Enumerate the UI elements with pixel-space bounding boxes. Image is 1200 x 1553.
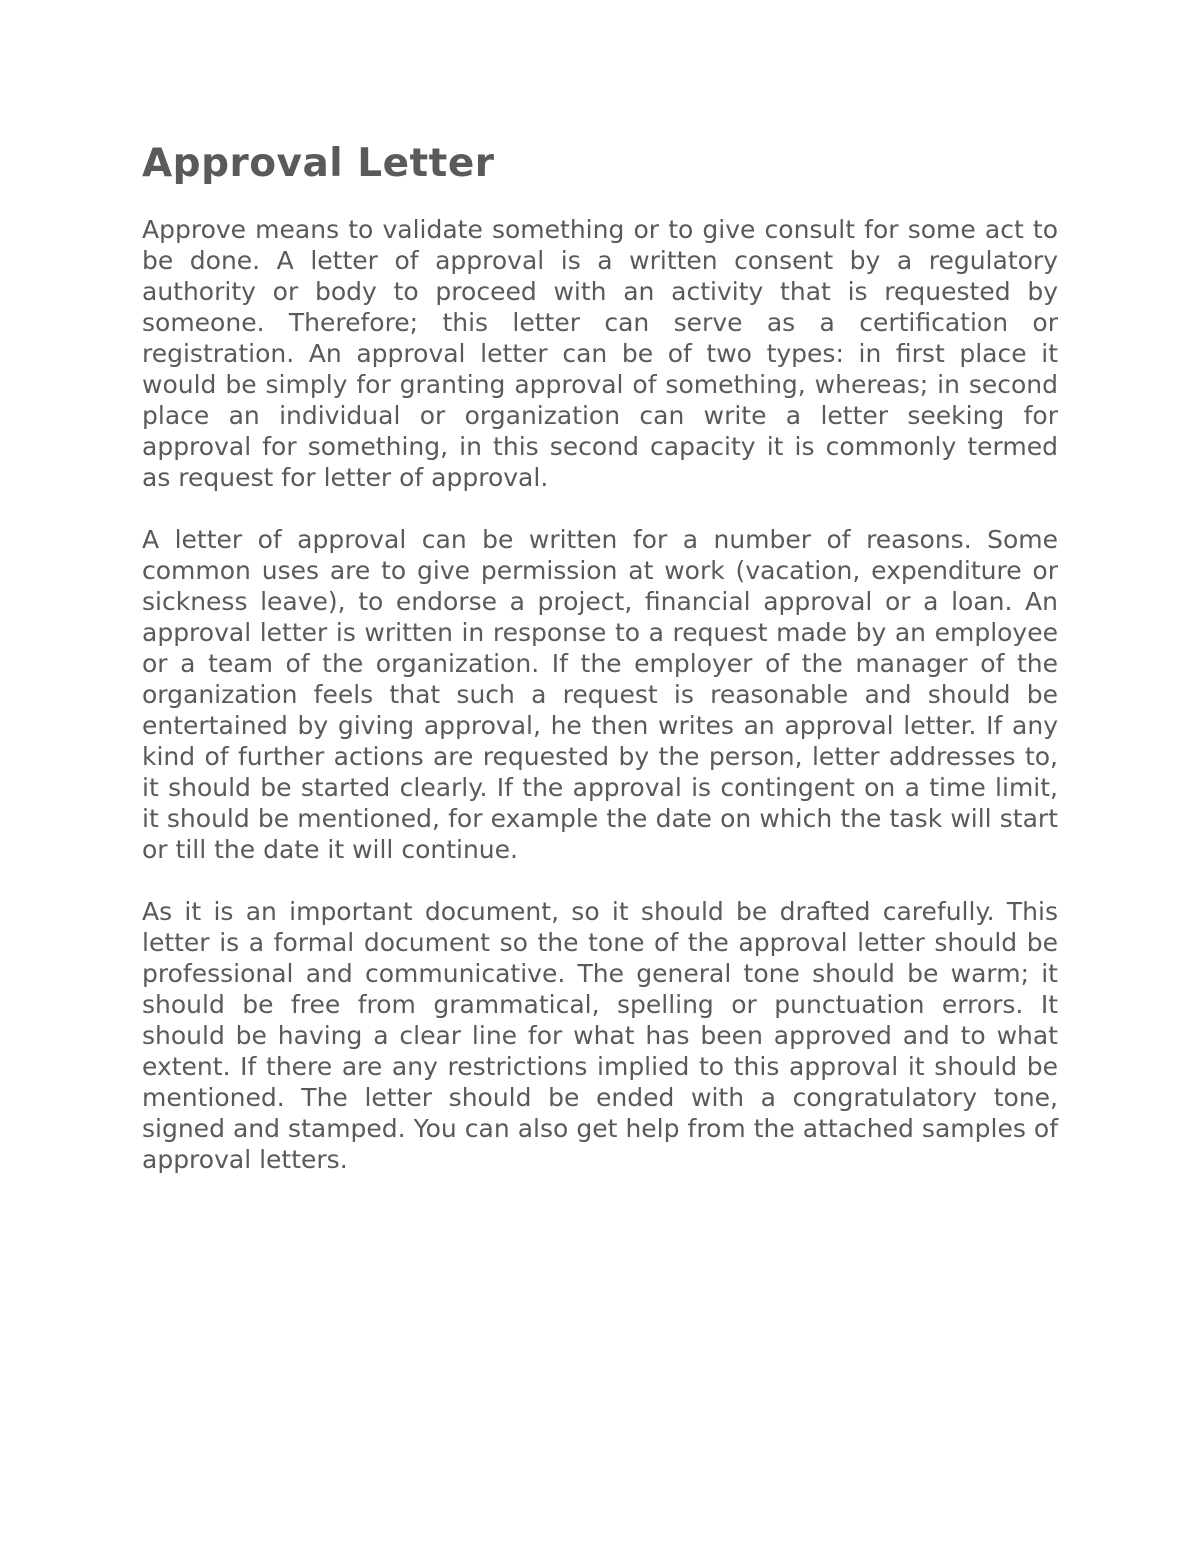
paragraph-definition: Approve means to validate something or to give consult for some act to be done. A letter of approval is a written consent by a regulatory authority or body to proceed with an activity that is requested by someone. Therefore; this letter can serve as a certification or registration. An approval letter can be of two types: in first place it would be simply for granting approval of something, whereas; in second place an individual or organization can write a letter seeking for approval for something, in this second capacity it is commonly termed as request for letter of approval. xyxy=(142,215,1058,492)
paragraph-drafting: As it is an important document, so it should be drafted carefully. This letter is a formal document so the tone of the approval letter should be professional and communicative. The general tone should be warm; it should be free from grammatical, spelling or punctuation errors. It should be having a clear line for what has been approved and to what extent. If there are any restrictions implied to this approval it should be mentioned. The letter should be ended with a congratulatory tone, signed and stamped. You can also get help from the attached samples of approval letters. xyxy=(142,897,1058,1174)
document-title: Approval Letter xyxy=(142,141,495,186)
document-page xyxy=(142,140,1058,1206)
paragraph-uses: A letter of approval can be written for a number of reasons. Some common uses are to give permission at work (vacation, expenditure or sickness leave), to endorse a project, financial approval or a loan. An approval letter is written in response to a request made by an employee or a team of the organization. If the employer of the manager of the organization feels that such a request is reasonable and should be entertained by giving approval, he then writes an approval letter. If any kind of further actions are requested by the person, letter addresses to, it should be started clearly. If the approval is contingent on a time limit, it should be mentioned, for example the date on which the task will start or till the date it will continue. xyxy=(142,525,1058,864)
